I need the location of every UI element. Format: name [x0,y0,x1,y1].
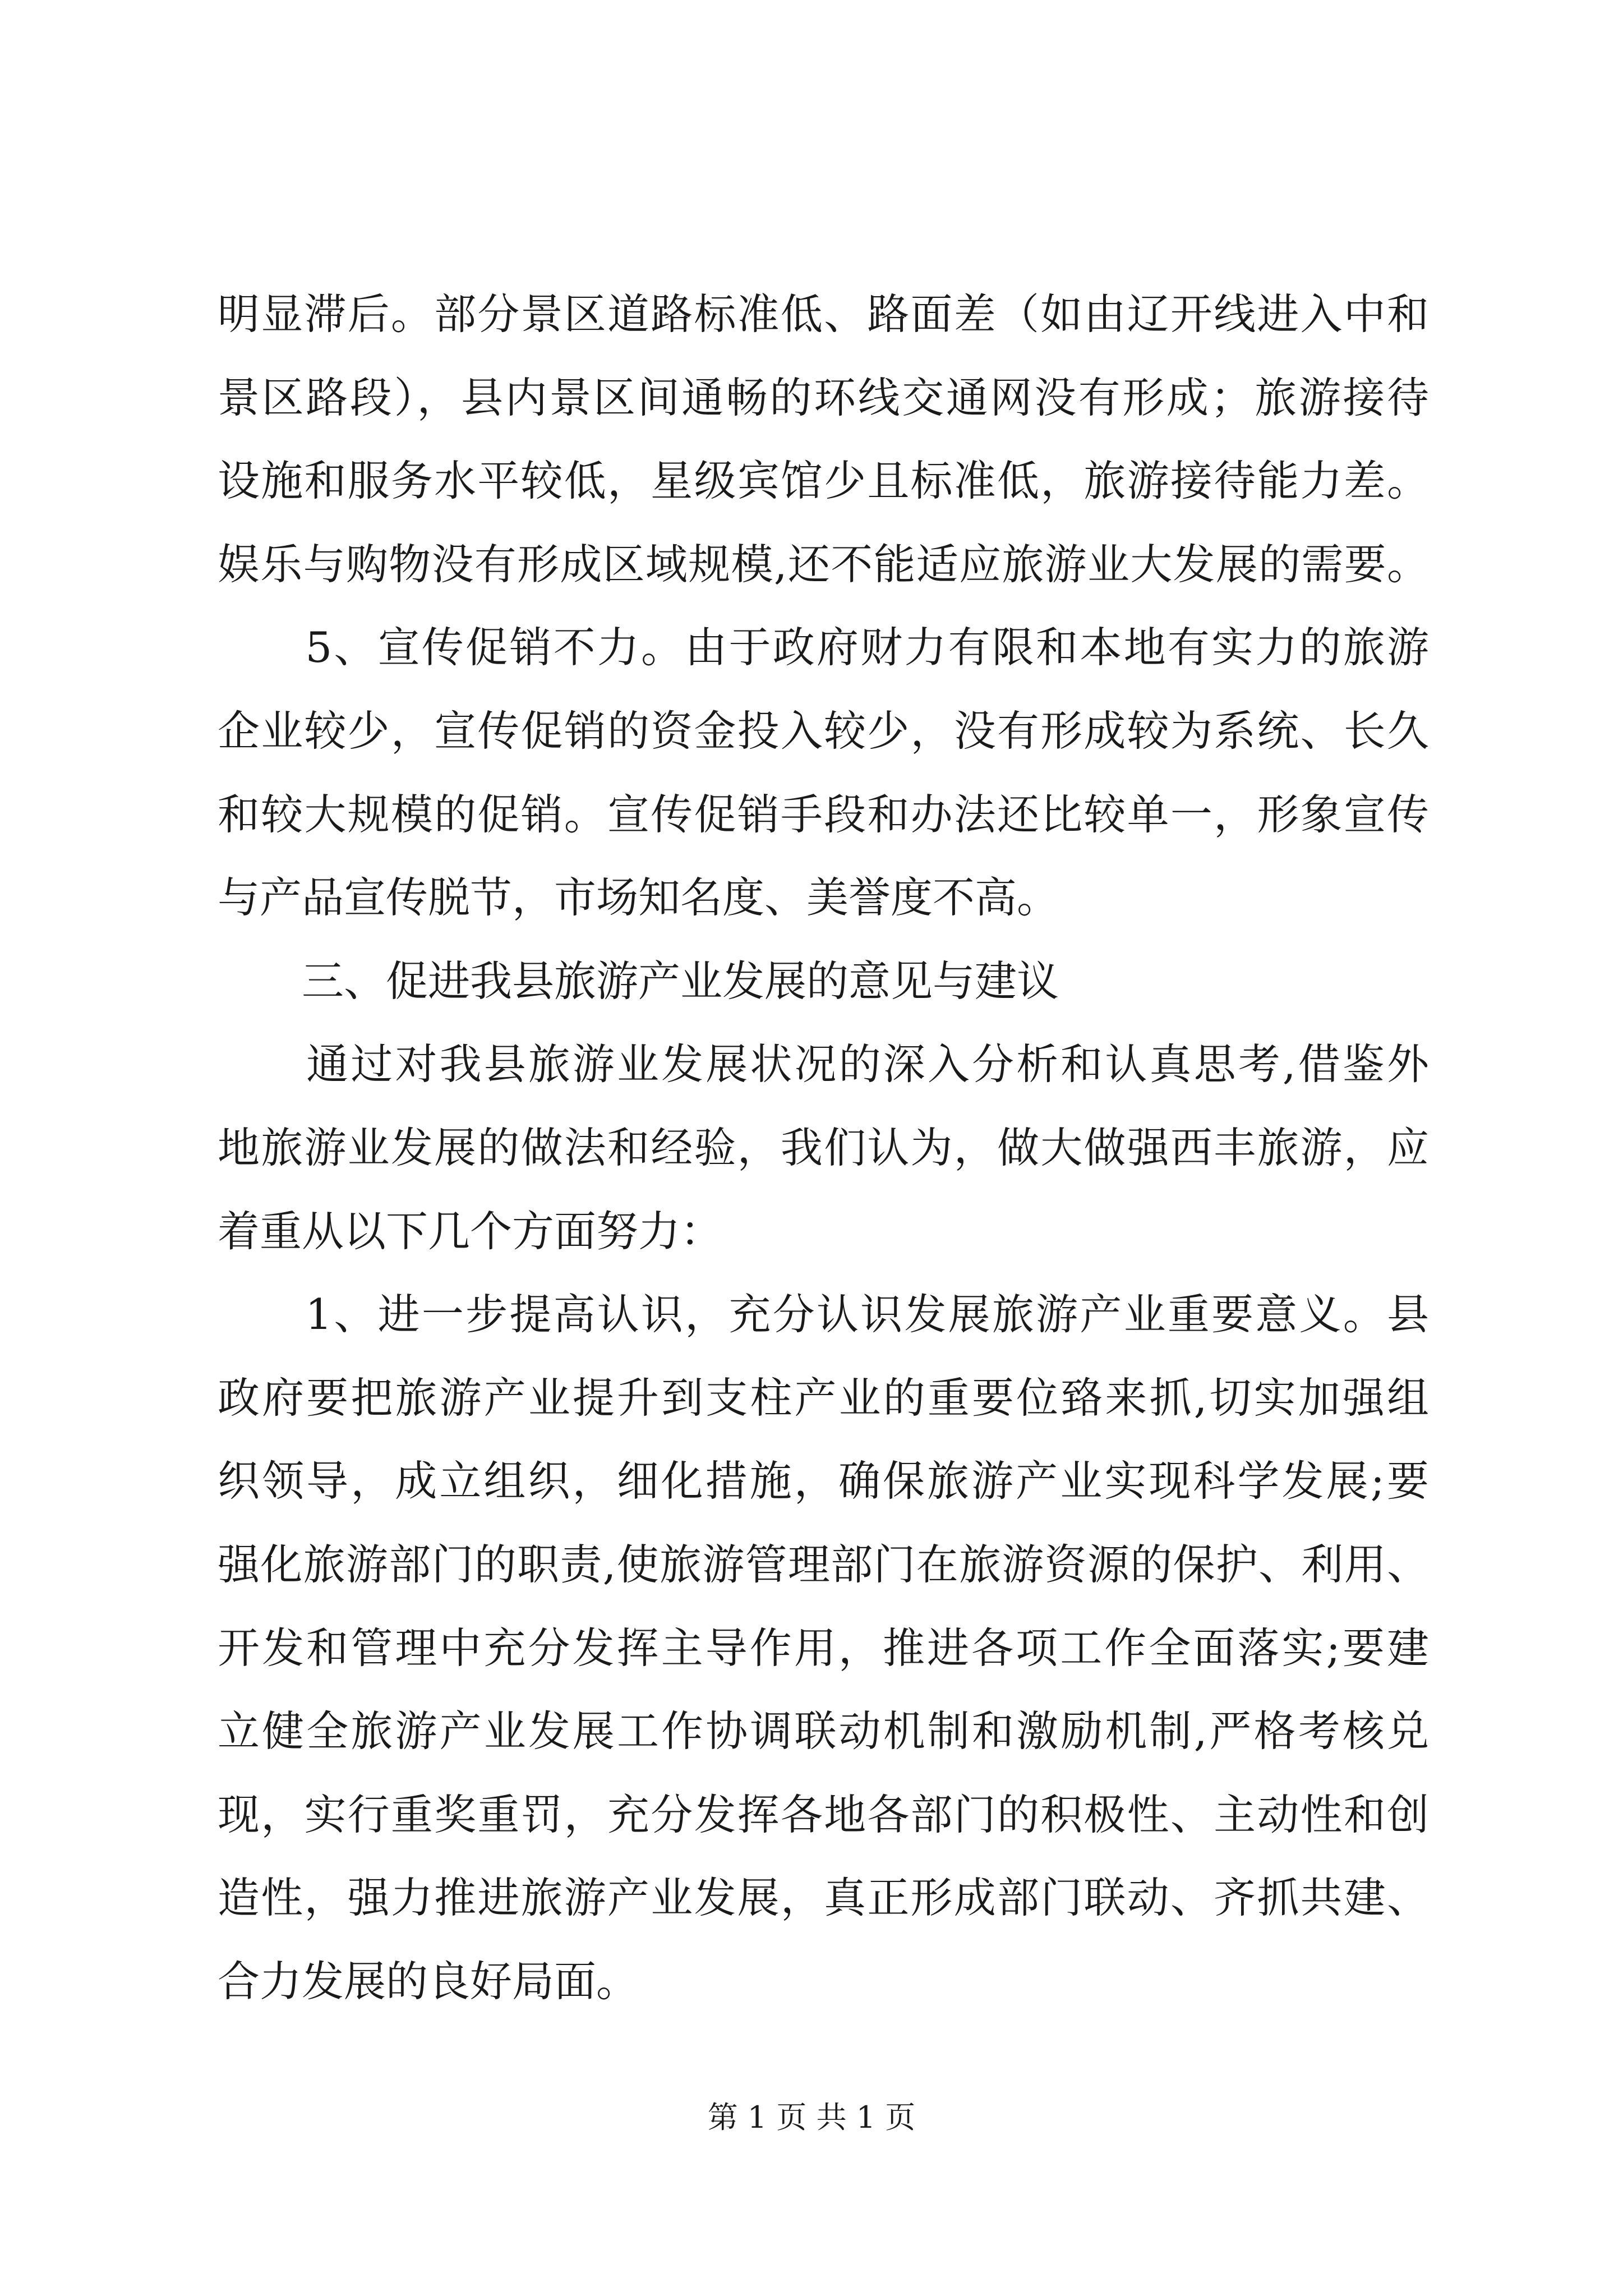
text-line: 企业较少，宣传促销的资金投入较少，没有形成较为系统、长久 [218,706,1429,756]
text-line: 强化旅游部门的职责,使旅游管理部门在旅游资源的保护、利用、 [218,1539,1429,1589]
text-line: 明显滞后。部分景区道路标准低、路面差（如由辽开线进入中和 [218,289,1429,339]
text-line: 娱乐与购物没有形成区域规模,还不能适应旅游业大发展的需要。 [218,539,1429,589]
text-line: 开发和管理中充分发挥主导作用，推进各项工作全面落实;要建 [218,1623,1429,1673]
text-line: 造性，强力推进旅游产业发展，真正形成部门联动、齐抓共建、 [218,1873,1429,1923]
text-line: 1、进一步提高认识，充分认识发展旅游产业重要意义。县 [218,1290,1429,1340]
text-line: 设施和服务水平较低，星级宾馆少且标准低，旅游接待能力差。 [218,456,1429,506]
text-line: 与产品宣传脱节，市场知名度、美誉度不高。 [218,873,1059,923]
text-line: 政府要把旅游产业提升到支柱产业的重要位臵来抓,切实加强组 [218,1373,1429,1423]
text-line: 和较大规模的促销。宣传促销手段和办法还比较单一，形象宣传 [218,789,1429,839]
section-heading: 三、促进我县旅游产业发展的意见与建议 [218,956,1059,1006]
text-line: 现，实行重奖重罚，充分发挥各地各部门的积极性、主动性和创 [218,1789,1429,1839]
document-body [218,273,1429,2023]
text-line: 织领导，成立组织，细化措施，确保旅游产业实现科学发展;要 [218,1456,1429,1506]
text-line: 立健全旅游产业发展工作协调联动机制和激励机制,严格考核兑 [218,1706,1429,1756]
text-line: 5、宣传促销不力。由于政府财力有限和本地有实力的旅游 [218,623,1429,673]
text-line: 景区路段），县内景区间通畅的环线交通网没有形成；旅游接待 [218,372,1429,422]
text-line: 通过对我县旅游业发展状况的深入分析和认真思考,借鉴外 [218,1039,1429,1089]
text-line: 着重从以下几个方面努力： [218,1206,723,1256]
page-number-footer: 第 1 页 共 1 页 [707,2100,916,2135]
text-line: 地旅游业发展的做法和经验，我们认为，做大做强西丰旅游，应 [218,1122,1429,1172]
text-line: 合力发展的良好局面。 [218,1956,639,2006]
